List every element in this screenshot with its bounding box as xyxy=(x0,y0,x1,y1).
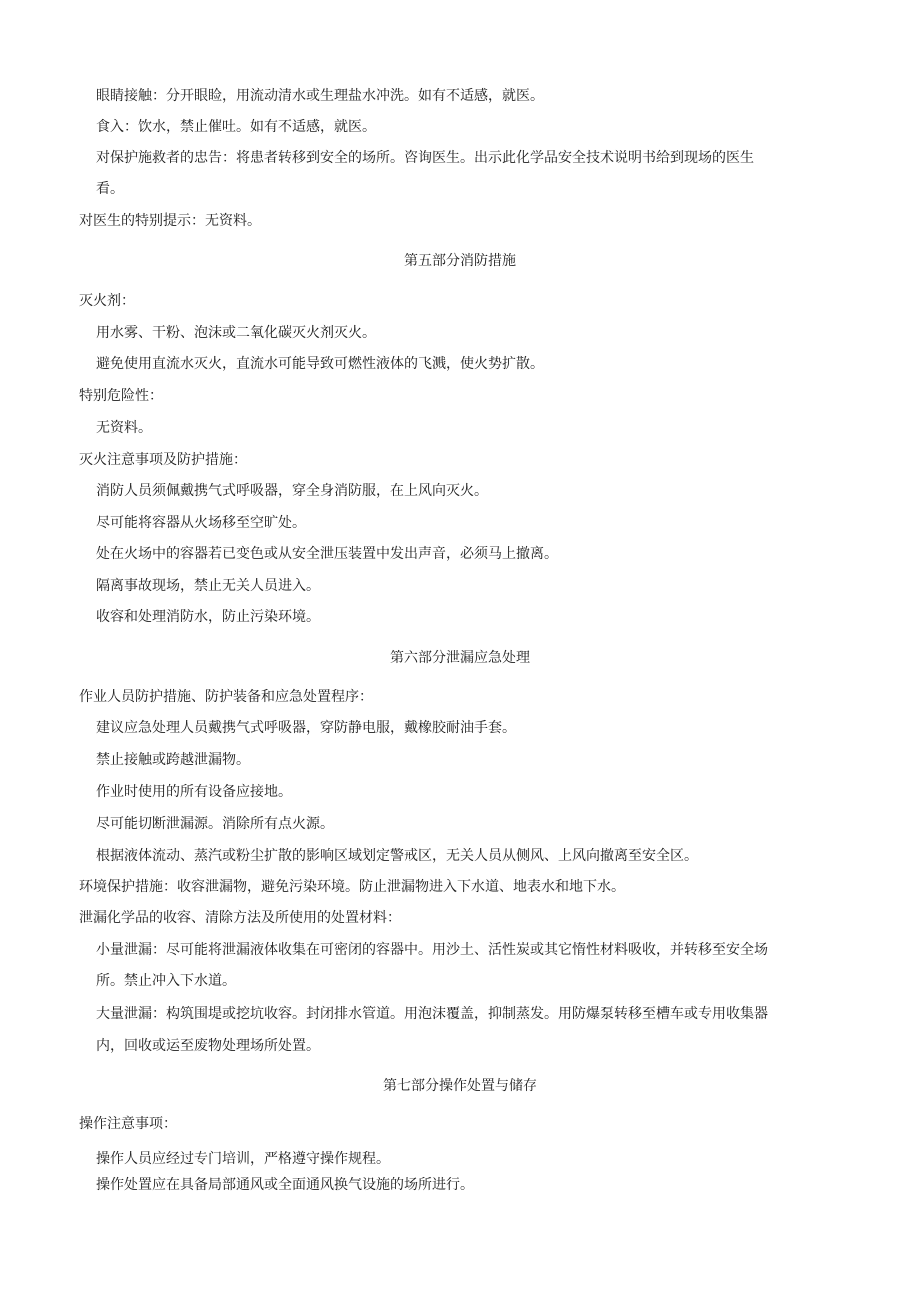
list-item: 作业时使用的所有设备应接地。 xyxy=(96,784,292,800)
section-heading-fire: 第五部分消防措施 xyxy=(404,253,516,269)
label-handling-precautions: 操作注意事项： xyxy=(79,1116,177,1132)
paragraph-doctor-note: 对医生的特别提示：无资料。 xyxy=(79,213,261,229)
list-item: 用水雾、干粉、泡沫或二氧化碳灭火剂灭火。 xyxy=(96,325,376,341)
paragraph-ingestion: 食入：饮水，禁止催吐。如有不适感，就医。 xyxy=(96,119,376,135)
list-item: 操作处置应在具备局部通风或全面通风换气设施的场所进行。 xyxy=(96,1177,474,1193)
label-fire-precautions: 灭火注意事项及防护措施： xyxy=(79,452,247,468)
paragraph-small-leak: 小量泄漏：尽可能将泄漏液体收集在可密闭的容器中。用沙土、活性炭或其它惰性材料吸收，并转移至安全场 xyxy=(96,942,768,958)
label-personnel-protection: 作业人员防护措施、防护装备和应急处置程序： xyxy=(79,689,373,705)
list-item: 禁止接触或跨越泄漏物。 xyxy=(96,752,250,768)
section-heading-leak: 第六部分泄漏应急处理 xyxy=(390,650,530,666)
list-item: 根据液体流动、蒸汽或粉尘扩散的影响区域划定警戒区，无关人员从侧风、上风向撤离至安全区。 xyxy=(96,848,698,864)
paragraph-rescuer-advice-cont: 看。 xyxy=(96,181,124,197)
list-item: 无资料。 xyxy=(96,420,152,436)
list-item: 避免使用直流水灭火，直流水可能导致可燃性液体的飞溅，使火势扩散。 xyxy=(96,356,544,372)
list-item: 处在火场中的容器若已变色或从安全泄压装置中发出声音，必须马上撤离。 xyxy=(96,546,558,562)
paragraph-small-leak-cont: 所。禁止冲入下水道。 xyxy=(96,973,236,989)
list-item: 建议应急处理人员戴携气式呼吸器，穿防静电服，戴橡胶耐油手套。 xyxy=(96,720,516,736)
paragraph-rescuer-advice: 对保护施救者的忠告：将患者转移到安全的场所。咨询医生。出示此化学品安全技术说明书给到现场的医生 xyxy=(96,150,754,166)
list-item: 尽可能切断泄漏源。消除所有点火源。 xyxy=(96,816,334,832)
label-special-hazard: 特别危险性： xyxy=(79,388,163,404)
paragraph-environmental: 环境保护措施：收容泄漏物，避免污染环境。防止泄漏物进入下水道、地表水和地下水。 xyxy=(79,879,625,895)
label-extinguishing-agent: 灭火剂： xyxy=(79,293,135,309)
paragraph-eye-contact: 眼睛接触：分开眼睑，用流动清水或生理盐水冲洗。如有不适感，就医。 xyxy=(96,88,544,104)
list-item: 隔离事故现场，禁止无关人员进入。 xyxy=(96,578,320,594)
paragraph-large-leak-cont: 内，回收或运至废物处理场所处置。 xyxy=(96,1038,320,1054)
section-heading-handling: 第七部分操作处置与储存 xyxy=(383,1078,537,1094)
label-containment-methods: 泄漏化学品的收容、清除方法及所使用的处置材料： xyxy=(79,910,401,926)
list-item: 收容和处理消防水，防止污染环境。 xyxy=(96,609,320,625)
list-item: 操作人员应经过专门培训，严格遵守操作规程。 xyxy=(96,1151,390,1167)
list-item: 消防人员须佩戴携气式呼吸器，穿全身消防服，在上风向灭火。 xyxy=(96,483,488,499)
paragraph-large-leak: 大量泄漏：构筑围堤或挖坑收容。封闭排水管道。用泡沫覆盖，抑制蒸发。用防爆泵转移至槽车或专用收集器 xyxy=(96,1006,768,1022)
list-item: 尽可能将容器从火场移至空旷处。 xyxy=(96,515,306,531)
